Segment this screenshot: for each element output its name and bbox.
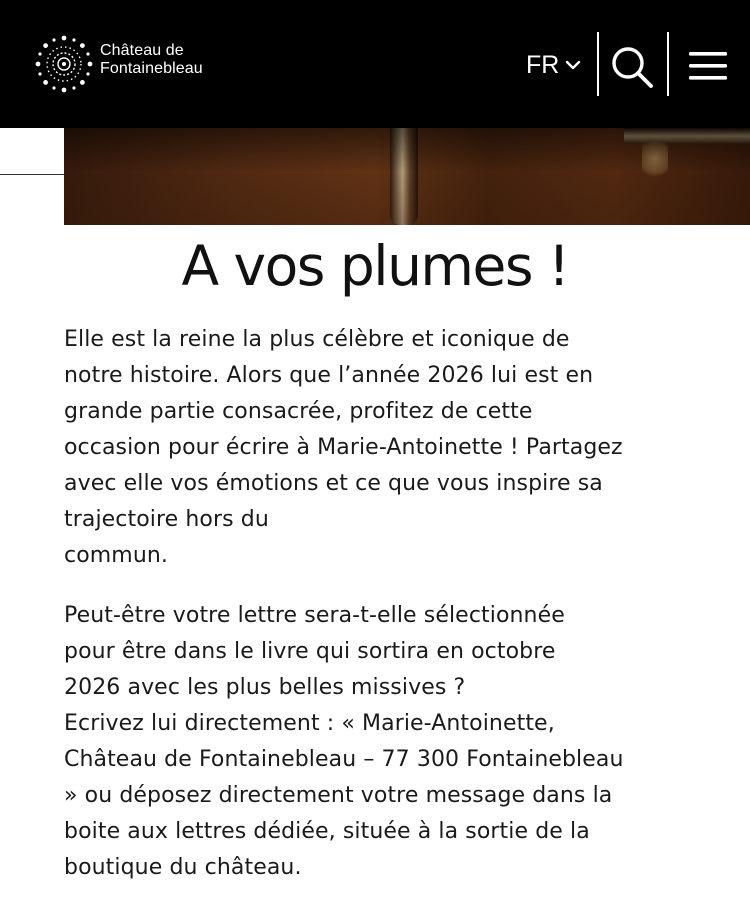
intro-paragraph: Elle est la reine la plus célèbre et iconique de notre histoire. Alors que l’année 2026 lui est en grande partie consacrée, profitez de cette occasion pour écrire à Marie-Antoinette ! Partagez avec elle vos émotions et ce que vous inspire sa trajectoire hors du commun.: [64, 327, 623, 568]
hero-accent-line: [0, 174, 64, 175]
brand-line-1: Château de: [100, 42, 184, 59]
hamburger-menu-icon[interactable]: [688, 50, 728, 82]
header-divider: [597, 32, 599, 96]
brand-line-2: Fontainebleau: [100, 60, 203, 77]
chevron-down-icon: [565, 60, 581, 70]
page-title: A vos plumes !: [181, 234, 569, 298]
instructions-paragraph: Peut-être votre lettre sera-t-elle sélectionnée pour être dans le livre qui sortira en octobre 2026 avec les plus belles missives ? Ecrivez lui directement : « Marie-Antoinette, Château de Fontainebleau – 77 300 Fontainebleau » ou déposez directement votre message dans la boite aux lettres dédiée, située à la sortie de la boutique du château.: [64, 603, 624, 880]
chateau-logo-icon[interactable]: [34, 34, 94, 94]
search-icon[interactable]: [609, 44, 655, 90]
hero-image-shade: [64, 128, 750, 225]
language-label: FR: [526, 51, 560, 79]
site-header: [0, 0, 750, 128]
language-selector[interactable]: [526, 51, 581, 79]
brand-name[interactable]: [100, 42, 203, 78]
header-divider: [667, 32, 669, 96]
hero-image-furniture: [64, 128, 750, 225]
